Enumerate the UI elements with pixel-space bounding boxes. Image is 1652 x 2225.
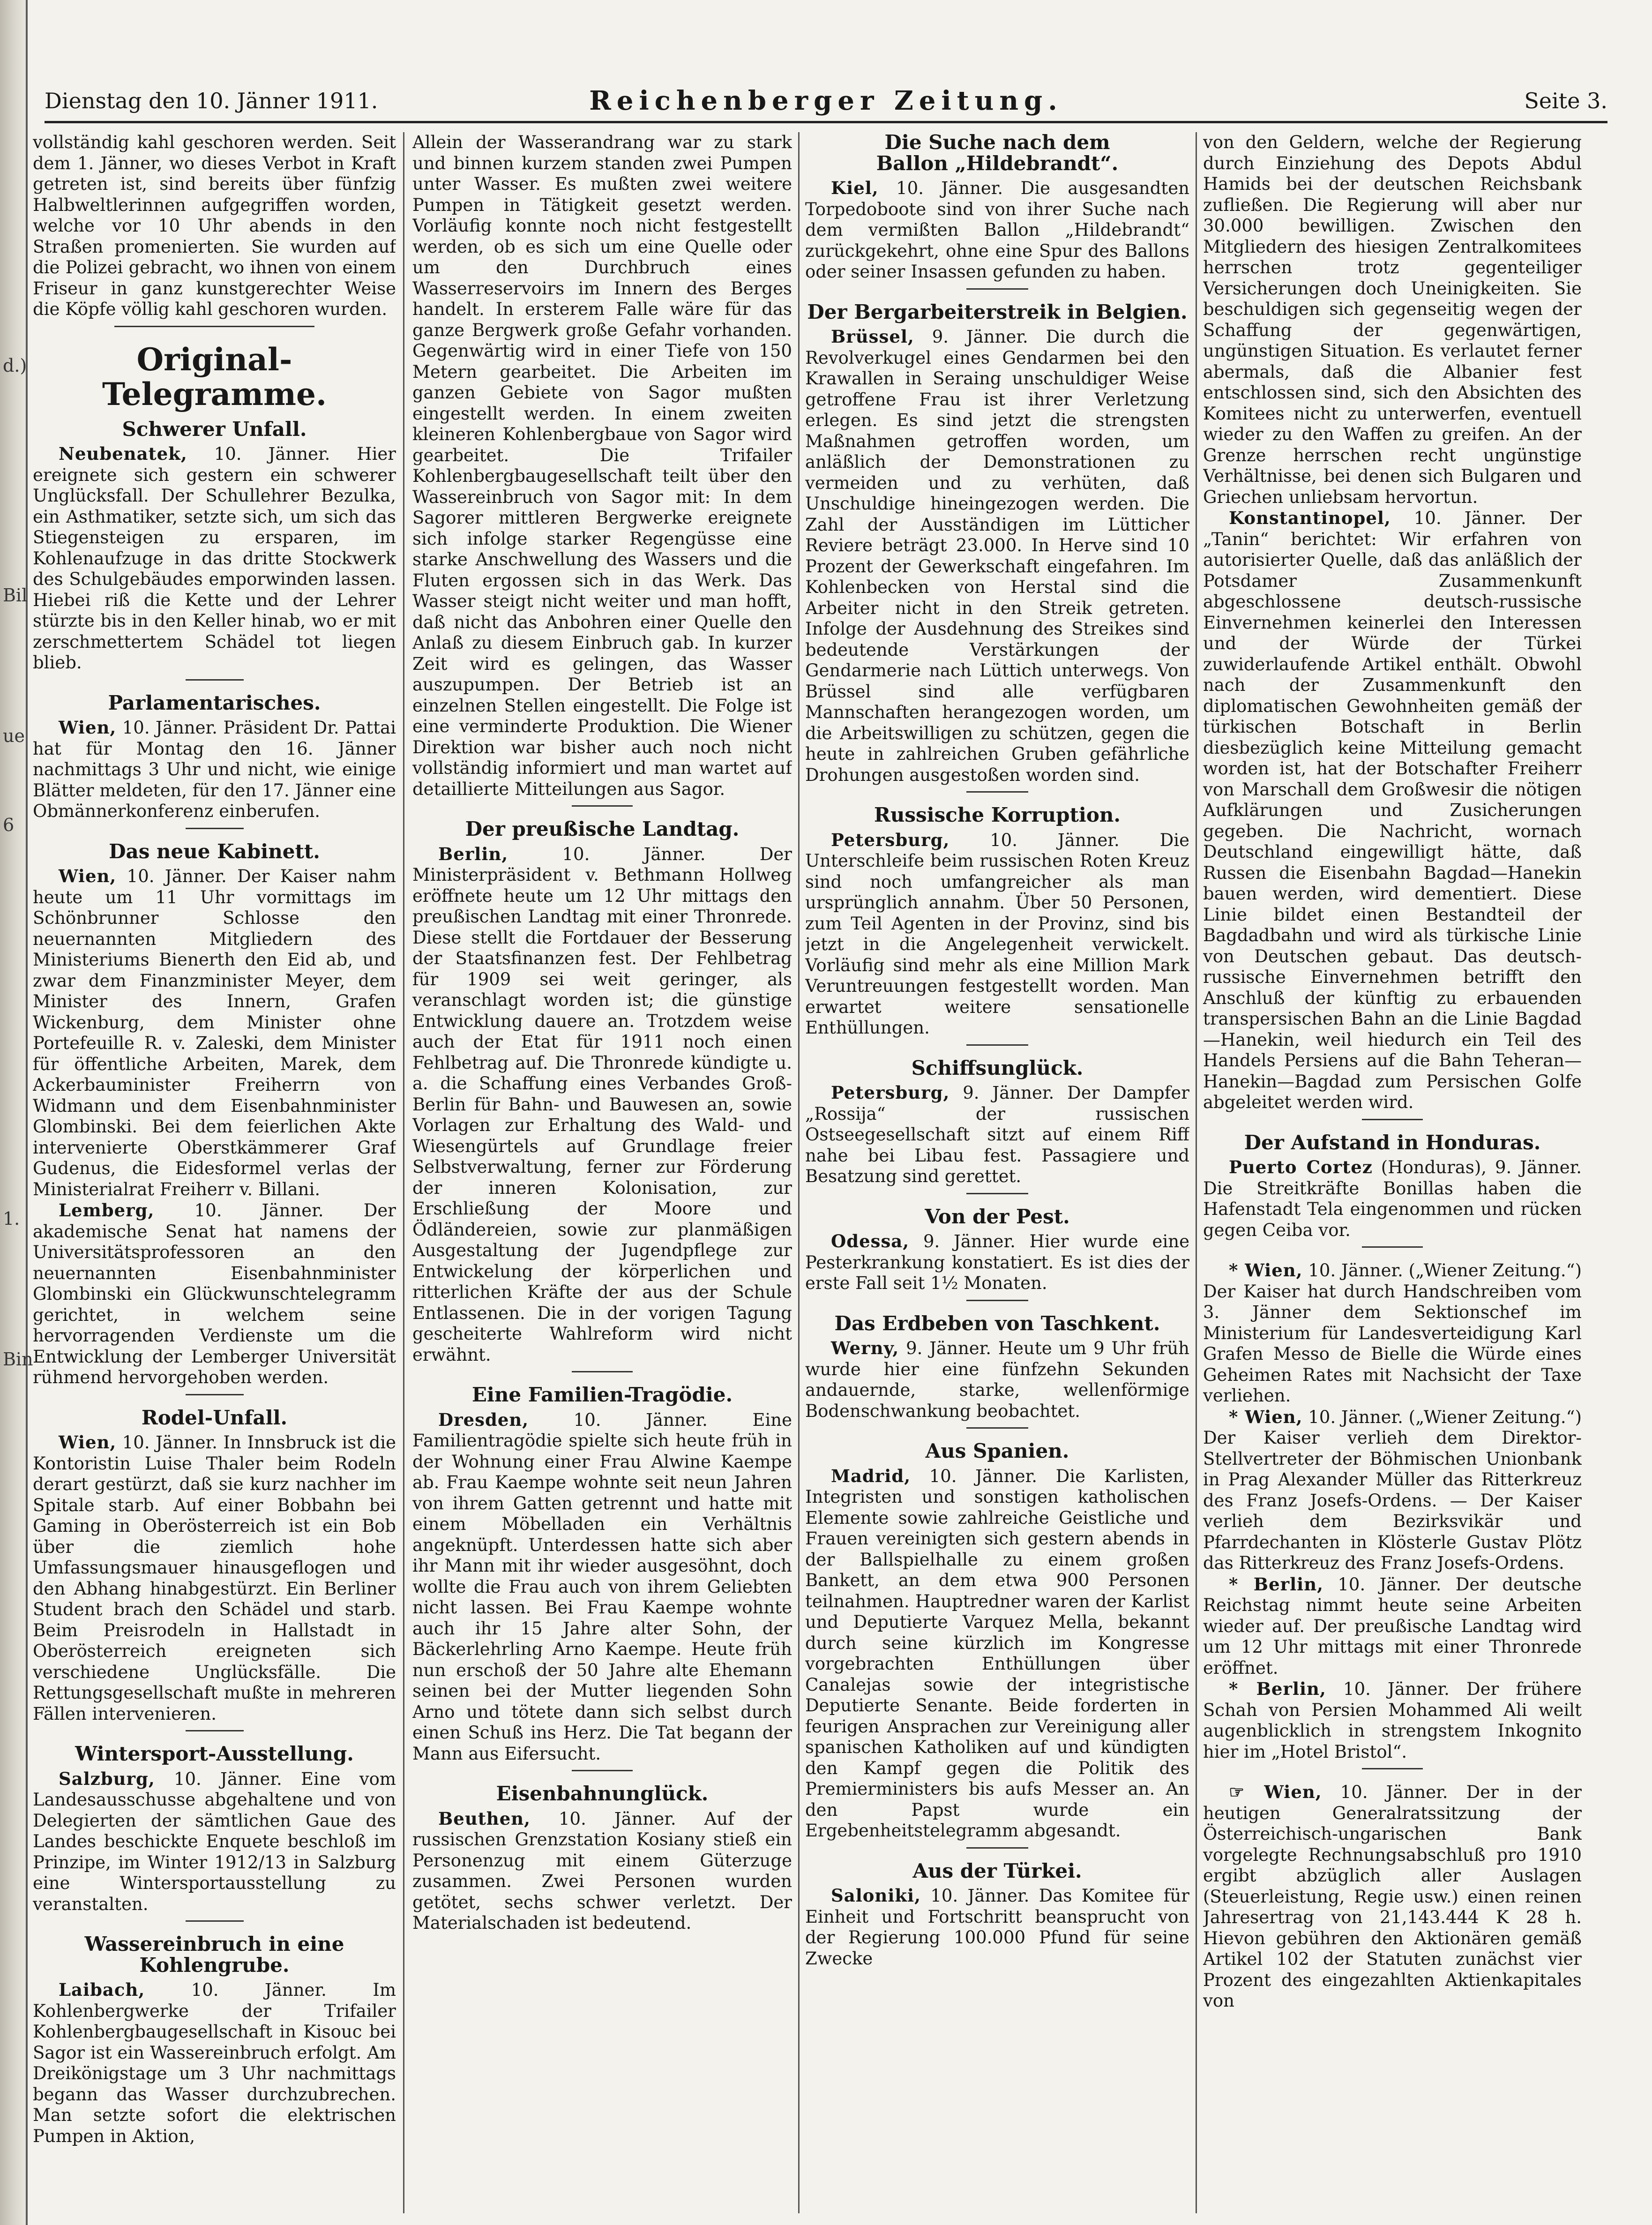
column-3 — [805, 132, 1189, 2213]
section-rule — [114, 326, 314, 327]
article-body — [33, 1979, 396, 2147]
dateline-city: Laibach, — [59, 1979, 145, 2000]
margin-fragment: 6 — [3, 815, 15, 835]
dateline-city: Wien, — [59, 1432, 117, 1453]
article-body — [33, 717, 396, 822]
article-body — [1203, 1157, 1582, 1241]
page-number: Seite 3. — [1524, 88, 1607, 113]
article-rule — [186, 1394, 244, 1395]
column-divider — [403, 132, 404, 2213]
article-continuation: von den Geldern, welche der Regierung durch Einziehung des Depots Abdul Hamids bei der deutschen Reichsbank zufließen. Die Regierung will aber nur 30.000 bewilligen. Zwischen den Mitgliedern des hiesigen Zentralkomitees herrschen trotz gegenteiliger Versicherungen doch Uneinigkeiten. Sie beschuldigen sich gegenseitig wegen der Schaffung der gegenwärtigen, ungünstigen Situation. Es verlautet ferner abermals, daß die Albanier fest entschlossen sind, sich den Absichten des Komitees nicht zu unterwerfen, eventuell wieder zu den Waffen zu greifen. An der Grenze herrschen recht ungünstige Verhältnisse, bei denen sich Bulgaren und Griechen unliebsam hervortun. — [1203, 132, 1582, 507]
dateline-city: Kiel, — [831, 178, 879, 198]
article-rule — [186, 1920, 244, 1922]
article-headline: Schwerer Unfall. — [122, 417, 307, 441]
dateline-city: * Wien, — [1229, 1260, 1303, 1281]
article-headline: Der preußische Landtag. — [465, 817, 740, 840]
article-body — [1203, 508, 1582, 1113]
article-text: 10. Jänner. Hier ereignete sich gestern ein schwerer Unglücksfall. Der Schullehrer Bezulka, ein Asthmatiker, setzte sich, um sich das Stiegensteigen zu ersparen, im Kohlenaufzuge in das dritte Stockwerk des Schulgebäudes emporwinden lassen. Hiebei riß die Kette und der Lehrer stürzte bis in den Keller hinab, wo er mit zerschmettertem Schädel tot liegen blieb. — [33, 444, 396, 673]
article-headline: Eine Familien-Tragödie. — [471, 1383, 733, 1406]
dateline-city: * Berlin, — [1229, 1573, 1324, 1595]
article-text: 9. Jänner. Die durch die Revolverkugel eines Gendarmen bei den Krawallen in Seraing unschuldiger Weise getroffene Frau ist ihrer Verletzung erlegen. Es sind jetzt die strengsten Maßnahmen getroffen worden, um anläßlich der Demonstrationen zu vermeiden und zu verhüten, daß Unschuldige hineingezogen werden. Die Zahl der Ausständigen im Lütticher Reviere beträgt 23.000. In Herve sind 10 Prozent der Gewerkschaft eingefahren. Im Kohlenbecken von Herstal sind die Arbeiter nicht in den Streik getreten. Infolge der Ausdehnung des Streikes sind bedeutende Verstärkungen der Gendarmerie nach Lüttich unterwegs. Von Brüssel sind alle verfügbaren Mannschaften herangezogen worden, um die Arbeitswilligen zu schützen, gegen die heute in zahlreichen Gruben gefährliche Drohungen ausgestoßen worden sind. — [805, 327, 1189, 785]
article-rule — [1362, 1119, 1422, 1120]
article-headline: Rodel-Unfall. — [141, 1406, 288, 1429]
article-body — [805, 1885, 1189, 1969]
article-headline: Die Suche nach dem — [884, 132, 1110, 154]
article-headline: Wintersport-Ausstellung. — [75, 1742, 354, 1765]
article-rule — [572, 1371, 633, 1372]
news-brief — [1203, 1260, 1582, 1407]
dateline-city: * Berlin, — [1229, 1678, 1326, 1699]
article-body — [33, 1200, 396, 1388]
dateline-city: * Wien, — [1229, 1406, 1303, 1427]
dateline-city: Salzburg, — [59, 1768, 155, 1789]
margin-fragment: d.) — [3, 355, 27, 376]
article-text: 9. Jänner. Hier wurde eine Pesterkrankung konstatiert. Es ist dies der erste Fall seit 1½ Monaten. — [805, 1231, 1189, 1293]
article-headline: Aus Spanien. — [925, 1439, 1069, 1462]
margin-fragment: Bin — [3, 1349, 33, 1370]
article-continuation: vollständig kahl geschoren werden. Seit dem 1. Jänner, wo dieses Verbot in Kraft getreten ist, sind bereits über fünfzig Halbweltlerinnen aufgegriffen worden, welche vor 10 Uhr abends in den Straßen promenierten. Sie wurden auf die Polizei gebracht, wo ihnen von einem Friseur in ganz kunstgerechter Weise die Köpfe völlig kahl geschoren wurden. — [33, 132, 396, 319]
article-text: 10. Jänner. Der deutsche Reichstag nimmt heute seine Arbeiten wieder auf. Der preußische Landtag wird um 12 Uhr mittags mit einer Thronrede eröffnet. — [1203, 1574, 1582, 1678]
article-headline: Das Erdbeben von Taschkent. — [834, 1311, 1160, 1335]
article-body — [805, 1082, 1189, 1187]
article-headline: Russische Korruption. — [874, 803, 1121, 826]
dateline-city: Konstantinopel, — [1229, 508, 1391, 528]
column-divider — [798, 132, 800, 2213]
article-headline: Das neue Kabinett. — [109, 839, 320, 863]
dateline-city: Petersburg, — [831, 1082, 950, 1103]
article-body — [412, 844, 792, 1366]
article-headline: Wassereinbruch in eine Kohlengrube. — [84, 1933, 344, 1977]
article-text: 10. Jänner. Der akademische Senat hat namens der Universitätsprofessoren an den neuernannten Eisenbahnminister Glombinski ein Glückwunschtelegramm gerichtet, in welchem seine hervorragenden Verdienste um die Entwicklung der Lemberger Universität rühmend hervorgehoben werden. — [33, 1200, 396, 1387]
news-brief — [1203, 1574, 1582, 1679]
dateline-city: Saloniki, — [831, 1885, 921, 1906]
article-rule — [1362, 1768, 1422, 1769]
article-headline: Aus der Türkei. — [912, 1859, 1082, 1882]
adjacent-page-edge — [0, 0, 33, 2225]
article-text: 10. Jänner. Der Kaiser nahm heute um 11 Uhr vormittags im Schönbrunner Schlosse den neuernannten Mitgliedern des Ministeriums Bienerth den Eid ab, und zwar dem Finanzminister Meyer, dem Minister des Innern, Grafen Wickenburg, dem Minister ohne Portefeuille R. v. Zaleski, dem Minister für öffentliche Arbeiten, Marek, dem Ackerbauminister Freiherrn von Widmann und dem Eisenbahnminister Glombinski. Bei dem feierlichen Akte intervenierte Oberstkämmerer Graf Gudenus, die Eidesformel verlas der Ministerialrat Freiherr v. Billani. — [33, 866, 396, 1199]
article-rule — [966, 1300, 1028, 1301]
dateline-city: Odessa, — [831, 1231, 910, 1251]
article-text: 10. Jänner. Der frühere Schah von Persien Mohammed Ali weilt augenblicklich in strengstem Inkognito hier im „Hotel Bristol“. — [1203, 1679, 1582, 1762]
column-4 — [1203, 132, 1582, 2213]
news-brief — [1203, 1782, 1582, 2012]
article-body — [412, 1808, 792, 1934]
article-text: 10. Jänner. Die ausgesandten Torpedoboote sind von ihrer Suche nach dem vermißten Ballon „Hildebrandt“ zurückgekehrt, ohne eine Spur des Ballons oder seiner Insassen gefunden zu haben. — [805, 178, 1189, 282]
article-rule — [186, 1730, 244, 1731]
column-divider — [1196, 132, 1197, 2213]
article-body — [412, 1409, 792, 1765]
dateline-city: Puerto Cortez — [1229, 1157, 1373, 1177]
article-text: 10. Jänner. Der in der heutigen Generalratssitzung der Österreichisch-ungarischen Bank vorgelegte Rechnungsabschluß pro 1910 ergibt abzüglich aller Auslagen (Steuerleistung, Regie usw.) einen reinen Jahresertrag von 21,143.444 K 28 h. Hievon gebühren den Aktionären gemäß Artikel 102 der Statuten zunächst vier Prozent des eingezahlten Aktienkapitales von — [1203, 1782, 1582, 2011]
article-text: 10. Jänner. Das Komitee für Einheit und Fortschritt beansprucht von der Regierung 100.000 Pfund für seine Zwecke — [805, 1886, 1189, 1969]
dateline-city: Madrid, — [831, 1465, 911, 1486]
article-rule — [1362, 1246, 1422, 1248]
article-rule — [572, 805, 633, 807]
article-text: 10. Jänner. Die Unterschleife beim russischen Roten Kreuz sind noch umfangreicher als man ursprünglich annahm. Über 50 Personen, zum Teil Agenten in der Provinz, sind bis jetzt in die Angelegenheit verwickelt. Vorläufig sind mehr als eine Million Mark Veruntreuungen festgestellt worden. Man erwartet weitere sensationelle Enthüllungen. — [805, 830, 1189, 1038]
issue-date: Dienstag den 10. Jänner 1911. — [45, 88, 378, 113]
article-text: 10. Jänner. Die Karlisten, Integristen und sonstigen katholischen Elemente sowie zahlreiche Geistliche und Frauen vereinigten sich gestern abends in der Ballspielhalle zu einem großen Bankett, an dem etwa 900 Personen teilnahmen. Hauptredner waren der Karlist und Deputierte Varquez Mella, bekannt durch seine kürzlich im Kongresse vorgebrachten Enthüllungen über Canalejas sowie der integristische Deputierte Senante. Beide forderten in feurigen Ansprachen zur Vereinigung aller spanischen Katholiken auf und kündigten den Kampf gegen die Politik des Premierministers bis aufs Messer an. An den Papst wurde ein Ergebenheitstelegramm abgesandt. — [805, 1466, 1189, 1841]
article-headline: Der Bergarbeiterstreik in Belgien. — [807, 300, 1188, 323]
article-rule — [966, 1847, 1028, 1849]
news-brief — [1203, 1678, 1582, 1762]
article-text: 10. Jänner. Präsident Dr. Pattai hat für Montag den 16. Jänner nachmittags 3 Uhr und nicht, wie einige Blätter meldeten, für den 17. Jänner eine Obmännerkonferenz einberufen. — [33, 718, 396, 821]
news-brief — [1203, 1407, 1582, 1574]
article-rule — [186, 828, 244, 829]
article-text: 10. Jänner. In Innsbruck ist die Kontoristin Luise Thaler beim Rodeln derart gestürzt, daß sie kurz nachher im Spitale starb. Auf einer Bobbahn bei Gaming in Oberösterreich ist ein Bob über die ziemlich hohe Umfassungsmauer hinausgeflogen und den Abhang hinabgestürzt. Ein Berliner Student brach den Schädel und starb. Beim Preisrodeln in Hallstadt in Oberösterreich ereigneten sich verschiedene Unglücksfälle. Die Rettungsgesellschaft mußte in mehreren Fällen intervenieren. — [33, 1432, 396, 1724]
dateline-city: ☞ Wien, — [1229, 1782, 1322, 1802]
article-rule — [966, 288, 1028, 290]
dateline-city: Wien, — [59, 717, 117, 738]
article-body — [33, 866, 396, 1200]
article-headline: Parlamentarisches. — [108, 691, 321, 714]
column-2 — [412, 132, 792, 2213]
article-body — [805, 178, 1189, 283]
article-headline: Der Aufstand in Honduras. — [1244, 1131, 1541, 1154]
article-text: 9. Jänner. Heute um 9 Uhr früh wurde hier eine fünfzehn Sekunden andauernde, starke, wellenförmige Bodenschwankung beobachtet. — [805, 1338, 1189, 1421]
article-text: 10. Jänner. Der „Tanin“ berichtet: Wir erfahren von autorisierter Quelle, daß das anläßlich der Potsdamer Zusammenkunft abgeschlossene deutsch-russische Einvernehmen keinerlei den Interessen und der Würde der Türkei zuwiderlaufende Artikel enthält. Obwohl nach der Zusammenkunft den diplomatischen Gewohnheiten gemäß der türkischen Botschaft in Berlin diesbezüglich keine Mitteilung gemacht worden ist, hat der Botschafter Freiherr von Marschall dem Großwesir die nötigen Aufklärungen und Zusicherungen gegeben. Die Nachricht, wornach Deutschland eingewilligt hätte, daß Russen die Eisenbahn Bagdad—Hanekin bauen werden, wird dementiert. Diese Linie bildet einen Bestandteil der Bagdadbahn und wird als türkische Linie von Deutschen gebaut. Das deutsch-russische Einvernehmen betrifft den Anschluß der künftig zu erbauenden transpersischen Bahn an die Linie Bagdad—Hanekin, weil hiedurch ein Teil des Handels Persiens auf die Bahn Teheran—Hanekin—Bagdad zum Persischen Golfe abgeleitet werden wird. — [1203, 508, 1582, 1112]
article-text: 10. Jänner. Eine vom Landesausschusse abgehaltene und von Delegierten der sämtlichen Gaue des Landes beschickte Enquete beschloß im Prinzipe, im Winter 1912/13 in Salzburg eine Wintersportausstellung zu veranstalten. — [33, 1768, 396, 1914]
article-headline: Ballon „Hildebrandt“. — [876, 151, 1119, 175]
margin-fragment: Bil — [3, 585, 28, 606]
dateline-city: Wien, — [59, 866, 117, 886]
article-body — [805, 830, 1189, 1039]
margin-fragment: 1. — [3, 1208, 20, 1229]
article-text: 10. Jänner. Auf der russischen Grenzstation Kosiany stieß ein Personenzug mit einem Güterzuge zusammen. Zwei Personen wurden getötet, sechs schwer verletzt. Der Materialschaden ist bedeutend. — [412, 1808, 792, 1933]
article-rule — [186, 679, 244, 681]
article-text: 9. Jänner. Der Dampfer „Rossija“ der russischen Ostseegesellschaft sitzt auf einem Riff nahe bei Libau fest. Passagiere und Besatzung sind gerettet. — [805, 1083, 1189, 1186]
article-text: (Honduras), 9. Jänner. Die Streitkräfte Bonillas haben die Hafenstadt Tela eingenommen und rücken gegen Ceiba vor. — [1203, 1157, 1582, 1240]
dateline-city: Petersburg, — [831, 829, 950, 850]
dateline-city: Beuthen, — [438, 1808, 531, 1829]
article-text: 10. Jänner. („Wiener Zeitung.“) Der Kaiser verlieh dem Direktor-Stellvertreter der Böhmischen Unionbank in Prag Alexander Müller das Ritterkreuz des Franz Josefs-Ordens. — Der Kaiser verlieh dem Bezirksvikär und Pfarrdechanten in Klösterle Gustav Plötz das Ritterkreuz des Franz Josefs-Ordens. — [1203, 1407, 1582, 1573]
article-rule — [572, 1770, 633, 1771]
article-body — [33, 1768, 396, 1915]
dateline-city: Berlin, — [438, 843, 508, 864]
article-body — [33, 443, 396, 674]
article-headline: Schiffsunglück. — [911, 1056, 1084, 1079]
dateline-city: Dresden, — [438, 1409, 529, 1430]
article-body — [805, 1231, 1189, 1294]
article-text: 10. Jänner. Eine Familientragödie spielte sich heute früh in der Wohnung einer Frau Alwine Kaempe ab. Frau Kaempe wohnte seit neun Jahren von ihrem Gatten getrennt und hatte mit einem Möbelladen ein Verhältnis angeknüpft. Unterdessen hatte sich aber ihr Mann mit ihr wieder ausgesöhnt, doch wollte die Frau auch von ihrem Geliebten nicht lassen. Bei Frau Kaempe wohnte auch ihr 15 Jahre alter Sohn, der Bäckerlehrling Arno Kaempe. Heute früh nun erschoß der 50 Jahre alte Ehemann seinen bei der Mutter liegenden Sohn Arno und tötete dann sich selbst durch einen Schuß ins Herz. Die Tat begann der Mann aus Eifersucht. — [412, 1409, 792, 1764]
article-rule — [966, 791, 1028, 793]
article-text: 10. Jänner. („Wiener Zeitung.“) Der Kaiser hat durch Handschreiben vom 3. Jänner dem Sektionschef im Ministerium für Landesverteidigung Karl Grafen Messo de Bielle die Würde eines Geheimen Rates mit Nachsicht der Taxe verliehen. — [1203, 1260, 1582, 1406]
article-headline: Eisenbahnunglück. — [496, 1782, 709, 1805]
article-text: 10. Jänner. Im Kohlenbergwerke der Trifailer Kohlenbergbaugesellschaft in Kisouc bei Sagor ist ein Wassereinbruch erfolgt. Am Dreikönigstage um 3 Uhr nachmittags begann das Wasser durchzubrechen. Man setzte sofort die elektrischen Pumpen in Aktion, — [33, 1980, 396, 2146]
column-1 — [33, 132, 396, 2213]
article-rule — [966, 1193, 1028, 1194]
dateline-city: Werny, — [831, 1338, 899, 1358]
article-text: 10. Jänner. Der Ministerpräsident v. Bethmann Hollweg eröffnete heute um 12 Uhr mittags den preußischen Landtag mit einer Thronrede. Diese stellt die Fortdauer der Besserung der Staatsfinanzen fest. Der Fehlbetrag für 1909 sei weit geringer, als veranschlagt worden ist; die günstige Entwicklung dauere an. Trotzdem weise auch der Etat für 1911 noch einen Fehlbetrag auf. Die Thronrede kündigte u. a. die Schaffung eines Verbandes Groß-Berlin für Bahn- und Bauwesen an, sowie Vorlagen zur Erhaltung des Wald- und Wiesengürtels auf Grundlage freier Selbstverwaltung, ferner zur Förderung der inneren Kolonisation, zur Erschließung der Moore und Ödländereien, sowie zur planmäßigen Ausgestaltung der Jugendpflege zur Entwickelung der körperlichen und ritterlichen Kräfte der aus der Schule Entlassenen. Die in der vorigen Tagung gescheiterte Wahlreform wird nicht erwähnt. — [412, 844, 792, 1365]
dateline-city: Brüssel, — [831, 326, 914, 347]
article-rule — [966, 1044, 1028, 1046]
article-body — [805, 326, 1189, 786]
article-headline: Von der Pest. — [925, 1205, 1070, 1228]
section-heading: Original-Telegramme. — [102, 341, 327, 412]
article-body — [805, 1466, 1189, 1842]
dateline-city: Neubenatek, — [59, 443, 187, 464]
page-header — [45, 85, 1607, 123]
margin-fragment: ue — [3, 726, 25, 746]
article-body — [805, 1338, 1189, 1422]
article-body — [33, 1432, 396, 1724]
article-rule — [966, 1427, 1028, 1429]
newspaper-title: Reichenberger Zeitung. — [589, 85, 1063, 116]
article-continuation: Allein der Wasserandrang war zu stark und binnen kurzem standen zwei Pumpen unter Wasser. Es mußten zwei weitere Pumpen in Tätigkeit gesetzt werden. Vorläufig konnte noch nicht festgestellt werden, ob es sich um eine Quelle oder um den Durchbruch eines Wasserreservoirs im Innern des Berges handelt. In ersterem Falle wäre für das ganze Bergwerk große Gefahr vorhanden. Gegenwärtig wird in einer Tiefe von 150 Metern gearbeitet. Die Arbeiten im ganzen Gebiete von Sagor mußten eingestellt werden. In einem zweiten kleineren Kohlenbergbaue von Sagor wird gearbeitet. Die Trifailer Kohlenbergbaugesellschaft teilt über den Wassereinbruch von Sagor mit: In dem Sagorer mittleren Bergwerke ereignete sich infolge starker Regengüsse eine starke Anschwellung des Wassers und die Fluten ergossen sich in das Werk. Das Wasser steigt nicht weiter und man hofft, daß nicht das Anbohren einer Quelle den Anlaß zu diesem Einbruch gab. In kurzer Zeit wird es gelingen, das Wasser auszupumpen. Der Betrieb ist an einzelnen Stellen eingestellt. Die Folge ist eine verminderte Produktion. Die Wiener Direktion war bisher auch noch nicht vollständig informiert und man wartet auf detaillierte Mitteilungen aus Sagor. — [412, 132, 792, 799]
dateline-city: Lemberg, — [59, 1200, 155, 1221]
